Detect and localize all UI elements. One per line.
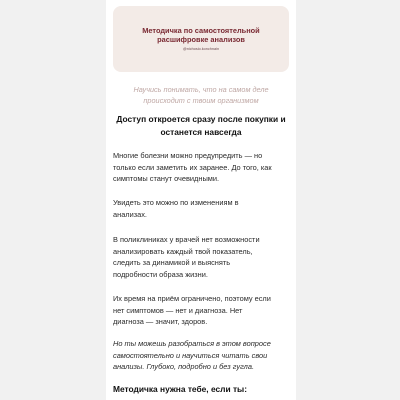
access-notice: Доступ откроется сразу после покупки и останется навсегда (116, 114, 286, 137)
mobile-page[interactable] (106, 0, 296, 400)
cover-image (113, 6, 289, 72)
cover-title-line-1: Методичка по самостоятельной (142, 26, 260, 35)
subtitle: Научись понимать, что на самом деле происходит с твоим организмом (133, 85, 269, 105)
paragraph-2: Увидеть это можно по изменениям в анализах. (113, 198, 239, 219)
cover-title-line-2: расшифровке анализов (157, 35, 245, 44)
paragraph-3: В поликлиниках у врачей нет возможности анализировать каждый твой показатель, следить за динамикой и выяснять подробности образа жизни. (113, 235, 260, 279)
paragraph-5: Но ты можешь разобраться в этом вопросе самостоятельно и научиться читать свои анализы. Глубоко, подробно и без гугла. (113, 339, 271, 371)
cover-handle: @nichosio.konchnain (182, 47, 220, 51)
section-heading: Методичка нужна тебе, если ты: (113, 384, 247, 394)
cover-title (113, 26, 289, 44)
paragraph-4: Их время на приём ограничено, поэтому если нет симптомов — нет и диагноза. Нет диагноза — значит, здоров. (113, 294, 271, 326)
paragraph-1: Многие болезни можно предупредить — но только если заметить их заранее. До того, как симптомы станут очевидными. (113, 151, 272, 183)
